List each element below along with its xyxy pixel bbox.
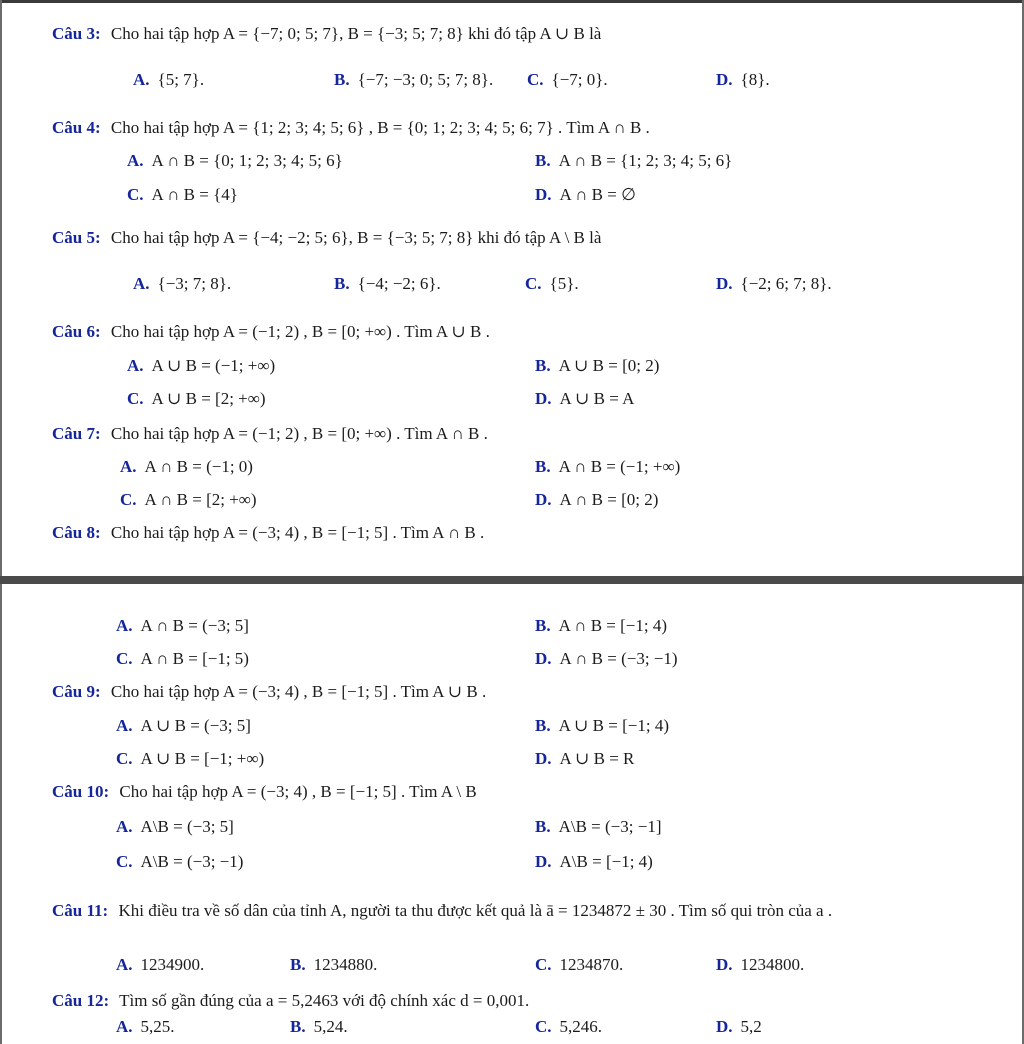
page-bottom	[0, 584, 1024, 1044]
option-label: D.	[716, 1017, 733, 1036]
top-edge	[0, 0, 1024, 3]
option-a[interactable]	[116, 1017, 175, 1037]
question-11	[52, 898, 992, 924]
option-text: {−2; 6; 7; 8}.	[740, 274, 832, 293]
question-text: Cho hai tập hợp A = (−1; 2) , B = [0; +∞) . Tìm A ∪ B .	[110, 322, 490, 341]
option-a[interactable]	[127, 356, 275, 376]
option-label: A.	[116, 817, 133, 836]
option-b[interactable]	[535, 616, 667, 636]
option-text: A ∪ B = R	[559, 749, 635, 768]
option-text: A ∪ B = [2; +∞)	[151, 389, 266, 408]
option-label: B.	[535, 616, 551, 635]
option-text: {8}.	[740, 70, 770, 89]
question-text: Cho hai tập hợp A = (−3; 4) , B = [−1; 5] . Tìm A ∩ B .	[110, 523, 485, 542]
option-d[interactable]	[535, 389, 634, 409]
option-text: A\B = (−3; −1]	[558, 817, 662, 836]
question-number: Câu 5:	[52, 228, 101, 247]
option-label: C.	[127, 389, 144, 408]
option-label: B.	[535, 817, 551, 836]
question-text: Khi điều tra về số dân của tỉnh A, người ta thu được kết quả là ā = 1234872 ± 30 . Tìm số qui tròn của a .	[118, 901, 833, 920]
option-text: A ∩ B = (−1; 0)	[144, 457, 253, 476]
question-number: Câu 7:	[52, 424, 101, 443]
option-label: A.	[116, 955, 133, 974]
option-label: D.	[535, 490, 552, 509]
option-text: {−7; −3; 0; 5; 7; 8}.	[357, 70, 494, 89]
option-d[interactable]	[535, 852, 653, 872]
option-label: C.	[116, 749, 133, 768]
question-number: Câu 4:	[52, 118, 101, 137]
option-text: 5,24.	[313, 1017, 348, 1036]
question-7	[52, 424, 488, 444]
option-text: A ∩ B = [2; +∞)	[144, 490, 257, 509]
option-text: 1234880.	[313, 955, 378, 974]
option-c[interactable]	[116, 852, 243, 872]
option-label: D.	[535, 852, 552, 871]
option-c[interactable]	[535, 955, 623, 975]
option-c[interactable]	[116, 649, 249, 669]
option-c[interactable]	[116, 749, 264, 769]
question-5	[52, 228, 601, 248]
option-text: 1234900.	[140, 955, 205, 974]
option-label: A.	[133, 274, 150, 293]
option-label: D.	[716, 274, 733, 293]
option-text: {5}.	[549, 274, 579, 293]
option-a[interactable]	[133, 70, 204, 90]
option-text: 5,2	[740, 1017, 762, 1036]
option-c[interactable]	[527, 70, 608, 90]
option-label: B.	[290, 955, 306, 974]
page-border-left	[0, 584, 2, 1044]
option-label: C.	[120, 490, 137, 509]
option-b[interactable]	[535, 151, 732, 171]
option-b[interactable]	[334, 70, 493, 90]
option-label: A.	[127, 151, 144, 170]
option-d[interactable]	[535, 749, 634, 769]
question-12	[52, 991, 529, 1011]
option-c[interactable]	[127, 185, 238, 205]
option-a[interactable]	[116, 716, 251, 736]
option-label: A.	[116, 1017, 133, 1036]
option-a[interactable]	[116, 955, 204, 975]
option-text: A ∩ B = [−1; 4)	[558, 616, 668, 635]
option-d[interactable]	[535, 490, 658, 510]
option-label: A.	[120, 457, 137, 476]
question-number: Câu 8:	[52, 523, 101, 542]
option-text: A\B = [−1; 4)	[559, 852, 653, 871]
option-label: A.	[116, 716, 133, 735]
option-text: A ∩ B = {4}	[151, 185, 238, 204]
question-number: Câu 10:	[52, 782, 110, 801]
option-label: A.	[116, 616, 133, 635]
question-text: Cho hai tập hợp A = {1; 2; 3; 4; 5; 6} , B = {0; 1; 2; 3; 4; 5; 6; 7} . Tìm A ∩ B .	[110, 118, 650, 137]
option-label: D.	[716, 70, 733, 89]
option-text: A ∩ B = (−3; 5]	[140, 616, 249, 635]
option-a[interactable]	[133, 274, 231, 294]
option-text: 1234800.	[740, 955, 805, 974]
option-text: A ∩ B = (−3; −1)	[559, 649, 678, 668]
question-9	[52, 682, 486, 702]
option-label: B.	[535, 716, 551, 735]
option-text: A ∩ B = ∅	[559, 185, 636, 204]
option-text: {−4; −2; 6}.	[357, 274, 441, 293]
option-d[interactable]	[716, 70, 770, 90]
option-text: {5; 7}.	[157, 70, 205, 89]
option-label: A.	[133, 70, 150, 89]
option-text: A ∪ B = (−1; +∞)	[151, 356, 276, 375]
option-text: A ∩ B = {0; 1; 2; 3; 4; 5; 6}	[151, 151, 343, 170]
option-label: C.	[116, 852, 133, 871]
option-text: A ∪ B = A	[559, 389, 635, 408]
option-d[interactable]	[716, 955, 804, 975]
question-3	[52, 24, 601, 44]
question-text: Cho hai tập hợp A = {−4; −2; 5; 6}, B = {−3; 5; 7; 8} khi đó tập A \ B là	[110, 228, 602, 247]
option-text: 1234870.	[559, 955, 624, 974]
question-number: Câu 9:	[52, 682, 101, 701]
option-label: C.	[535, 955, 552, 974]
option-text: 5,25.	[140, 1017, 175, 1036]
option-a[interactable]	[120, 457, 253, 477]
option-label: A.	[127, 356, 144, 375]
option-b[interactable]	[334, 274, 441, 294]
option-text: A ∩ B = [0; 2)	[559, 490, 659, 509]
option-label: D.	[535, 649, 552, 668]
option-label: B.	[535, 356, 551, 375]
option-label: B.	[290, 1017, 306, 1036]
question-number: Câu 12:	[52, 991, 110, 1010]
option-b[interactable]	[290, 955, 377, 975]
option-text: A\B = (−3; 5]	[140, 817, 234, 836]
question-text: Cho hai tập hợp A = (−3; 4) , B = [−1; 5] . Tìm A ∪ B .	[110, 682, 487, 701]
option-b[interactable]	[535, 817, 662, 837]
option-c[interactable]	[525, 274, 579, 294]
option-b[interactable]	[535, 457, 680, 477]
option-a[interactable]	[116, 616, 249, 636]
question-8	[52, 523, 484, 543]
option-label: B.	[334, 70, 350, 89]
option-c[interactable]	[127, 389, 266, 409]
option-text: A ∩ B = [−1; 5)	[140, 649, 249, 668]
option-label: D.	[535, 389, 552, 408]
option-text: A ∩ B = {1; 2; 3; 4; 5; 6}	[558, 151, 733, 170]
question-number: Câu 11:	[52, 901, 109, 920]
option-label: D.	[535, 749, 552, 768]
page-divider	[0, 576, 1024, 584]
option-label: C.	[535, 1017, 552, 1036]
option-b[interactable]	[290, 1017, 348, 1037]
question-text: Cho hai tập hợp A = (−1; 2) , B = [0; +∞) . Tìm A ∩ B .	[110, 424, 488, 443]
option-label: B.	[535, 457, 551, 476]
option-label: B.	[334, 274, 350, 293]
question-10	[52, 782, 477, 802]
option-d[interactable]	[716, 1017, 762, 1037]
option-d[interactable]	[716, 274, 832, 294]
option-text: A\B = (−3; −1)	[140, 852, 244, 871]
option-b[interactable]	[535, 356, 659, 376]
question-number: Câu 3:	[52, 24, 101, 43]
option-d[interactable]	[535, 649, 678, 669]
option-label: C.	[127, 185, 144, 204]
question-text: Tìm số gần đúng của a = 5,2463 với độ chính xác d = 0,001.	[119, 991, 530, 1010]
question-number: Câu 6:	[52, 322, 101, 341]
question-4	[52, 118, 650, 138]
option-label: D.	[535, 185, 552, 204]
option-label: C.	[116, 649, 133, 668]
option-a[interactable]	[116, 817, 234, 837]
question-text: Cho hai tập hợp A = {−7; 0; 5; 7}, B = {−3; 5; 7; 8} khi đó tập A ∪ B là	[110, 24, 602, 43]
question-6	[52, 322, 490, 342]
option-text: 5,246.	[559, 1017, 603, 1036]
option-text: A ∪ B = (−3; 5]	[140, 716, 251, 735]
option-label: C.	[525, 274, 542, 293]
option-c[interactable]	[535, 1017, 602, 1037]
question-text: Cho hai tập hợp A = (−3; 4) , B = [−1; 5] . Tìm A \ B	[119, 782, 477, 801]
option-label: C.	[527, 70, 544, 89]
option-text: A ∪ B = [−1; +∞)	[140, 749, 265, 768]
option-a[interactable]	[127, 151, 343, 171]
option-label: B.	[535, 151, 551, 170]
option-d[interactable]	[535, 185, 636, 205]
page-border-left	[0, 0, 2, 576]
option-b[interactable]	[535, 716, 669, 736]
option-text: {−7; 0}.	[551, 70, 608, 89]
option-c[interactable]	[120, 490, 257, 510]
option-text: A ∩ B = (−1; +∞)	[558, 457, 681, 476]
option-text: A ∪ B = [0; 2)	[558, 356, 660, 375]
option-text: {−3; 7; 8}.	[157, 274, 232, 293]
option-label: D.	[716, 955, 733, 974]
option-text: A ∪ B = [−1; 4)	[558, 716, 669, 735]
